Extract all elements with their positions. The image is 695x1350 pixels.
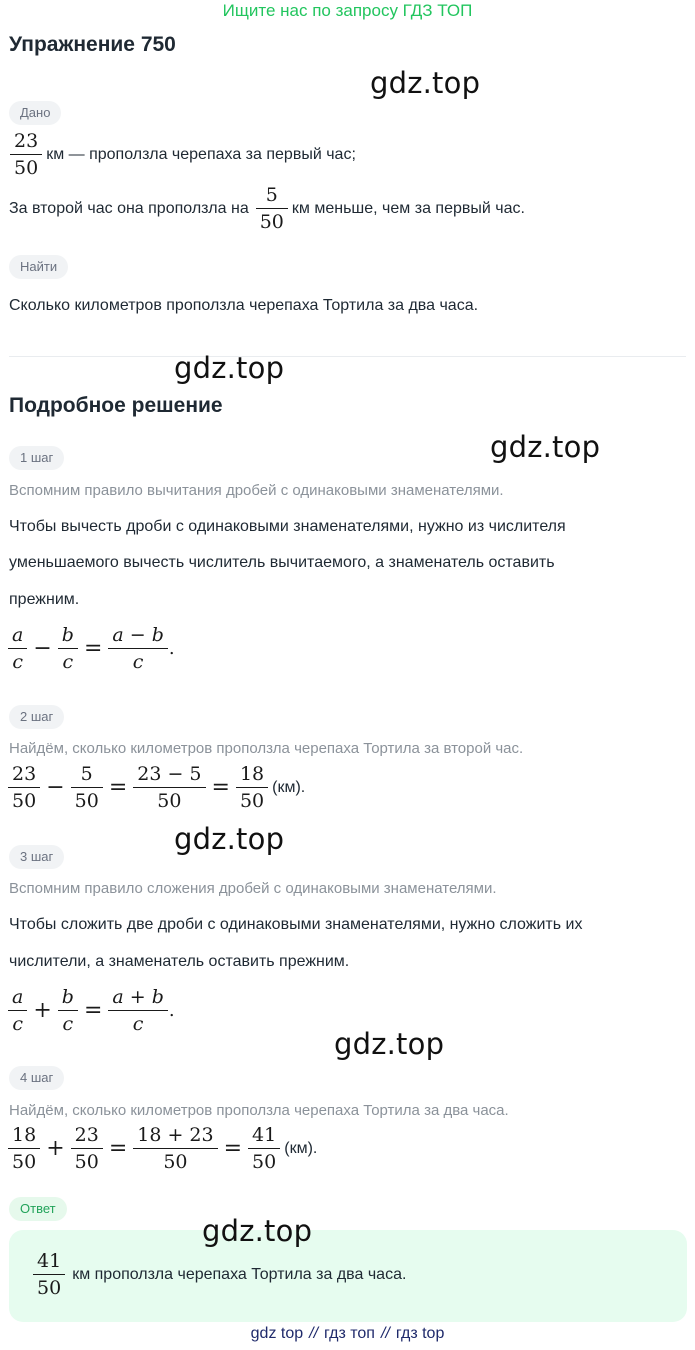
equals: = [223,1136,243,1161]
watermark: gdz.top [370,66,481,100]
unit: (км). [284,1139,318,1157]
operator: − [33,636,52,661]
watermark: gdz.top [202,1214,313,1248]
step-3-text-2: числители, а знаменатель оставить прежним. [9,953,350,970]
find-pill: Найти [9,255,68,279]
fraction: $\frac{23 - 5}{50}$ [135,763,203,812]
find-label [9,255,68,279]
step-3-label [9,845,64,869]
footer-separator: // [309,1325,319,1342]
step-2-hint: Найдём, сколько километров проползла черепаха Тортила за второй час. [9,740,524,757]
step-pill: 1 шаг [9,446,64,470]
given-text-1: км — проползла черепаха за первый час; [46,145,356,163]
step-1-text-1: Чтобы вычесть дроби с одинаковыми знаменателями, нужно из числителя [9,518,566,535]
fraction: $\frac{5}{50}$ [258,184,286,233]
page-title: Упражнение 750 [9,33,176,56]
footer [0,1325,695,1343]
step-pill: 2 шаг [9,705,64,729]
equals: = [108,775,128,800]
watermark: gdz.top [174,351,285,385]
fraction: $\frac{23}{50}$ [12,130,40,179]
answer-text: км проползла черепаха Тортила за два часа. [72,1265,407,1283]
period: . [168,638,175,659]
step-1-label [9,446,64,470]
fraction: $\frac{b}{c}$ [60,986,76,1035]
answer-content [32,1250,406,1299]
step-3-formula [7,986,175,1035]
fraction: $\frac{a}{c}$ [10,986,25,1035]
fraction: $\frac{5}{50}$ [73,763,101,812]
footer-separator: // [380,1325,390,1342]
step-3-text-1: Чтобы сложить две дроби с одинаковыми знаменателями, нужно сложить их [9,916,583,933]
step-1-formula [7,624,175,673]
equals: = [83,998,103,1023]
fraction: $\frac{23}{50}$ [10,763,38,812]
operator: − [46,775,65,800]
step-1-hint: Вспомним правило вычитания дробей с одинаковыми знаменателями. [9,482,504,499]
fraction: $\frac{a - b}{c}$ [110,624,166,673]
fraction: $\frac{a + b}{c}$ [110,986,166,1035]
given-text-2a: За второй час она проползла на [9,199,249,217]
fraction: $\frac{a}{c}$ [10,624,25,673]
step-4-hint: Найдём, сколько километров проползла черепаха Тортила за два часа. [9,1102,509,1119]
fraction: $\frac{18 + 23}{50}$ [135,1124,215,1173]
top-banner: Ищите нас по запросу ГДЗ ТОП [222,1,473,20]
divider [9,356,686,357]
footer-link-2[interactable]: гдз топ [324,1325,375,1342]
step-3-hint: Вспомним правило сложения дробей с одинаковыми знаменателями. [9,880,497,897]
step-2-label [9,705,64,729]
footer-link-1[interactable]: gdz top [250,1325,304,1342]
given-text-2b: км меньше, чем за первый час. [291,199,525,217]
step-4-label [9,1066,64,1090]
fraction: $\frac{18}{50}$ [10,1124,38,1173]
watermark: gdz.top [334,1027,445,1061]
fraction: $\frac{41}{50}$ [35,1250,63,1299]
given-line-1 [9,130,356,179]
given-line-2 [9,184,525,233]
given-pill: Дано [9,101,61,125]
step-2-formula [7,763,305,812]
fraction: $\frac{23}{50}$ [73,1124,101,1173]
operator: + [33,998,52,1023]
watermark: gdz.top [174,822,285,856]
answer-pill: Ответ [9,1197,67,1221]
equals: = [211,775,230,800]
given-label [9,101,61,125]
equals: = [108,1136,128,1161]
unit: (км). [272,778,306,796]
step-1-text-2: уменьшаемого вычесть числитель вычитаемого, а знаменатель оставить [9,554,555,571]
equals: = [83,636,103,661]
fraction: $\frac{b}{c}$ [60,624,76,673]
step-4-formula [7,1124,317,1173]
fraction: $\frac{18}{50}$ [238,763,266,812]
footer-link-3[interactable]: гдз top [395,1325,445,1342]
solution-title: Подробное решение [9,394,223,417]
step-pill: 4 шаг [9,1066,64,1090]
answer-label [9,1197,67,1221]
step-1-text-3: прежним. [9,591,80,608]
find-text: Сколько километров проползла черепаха Тортила за два часа. [9,297,479,314]
operator: + [46,1136,65,1161]
period: . [168,1000,175,1021]
watermark: gdz.top [490,430,601,464]
step-pill: 3 шаг [9,845,64,869]
fraction: $\frac{41}{50}$ [250,1124,278,1173]
